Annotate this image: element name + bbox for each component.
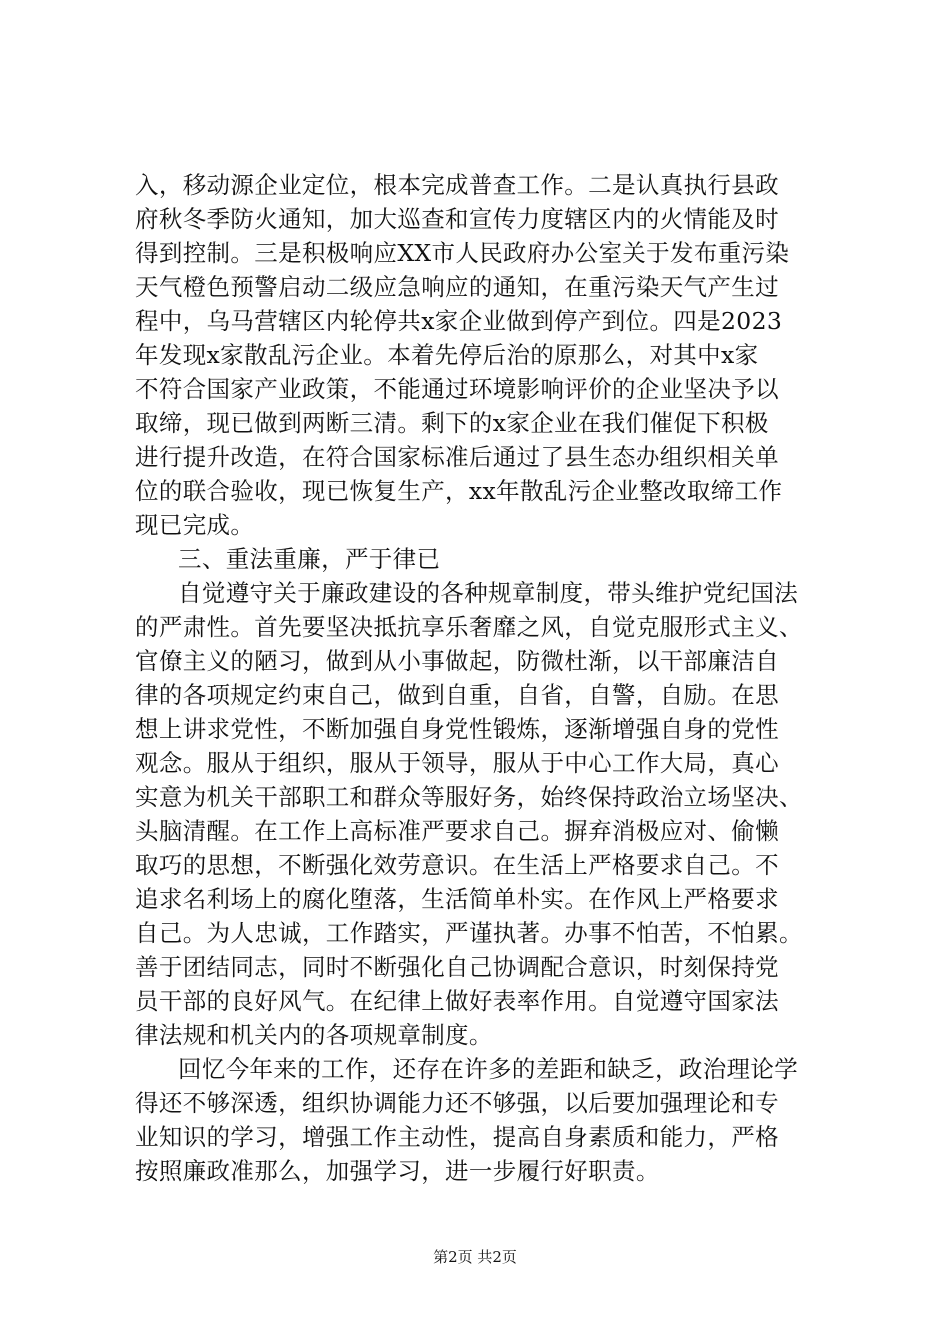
body-line: 程中，乌马营辖区内轮停共x家企业做到停产到位。四是2023 [135, 307, 783, 335]
body-line: 观念。服从于组织，服从于领导，服从于中心工作大局，真心 [135, 749, 779, 777]
body-line: 不符合国家产业政策，不能通过环境影响评价的企业坚决予以 [135, 375, 779, 403]
body-line: 按照廉政准那么，加强学习，进一步履行好职责。 [135, 1157, 660, 1185]
body-line: 取巧的思想，不断强化效劳意识。在生活上严格要求自己。不 [135, 851, 779, 879]
body-line: 实意为机关干部职工和群众等服好务，始终保持政治立场坚决、 [135, 783, 803, 811]
page-number-footer: 第2页 共2页 [433, 1248, 517, 1266]
body-line: 取缔，现已做到两断三清。剩下的x家企业在我们催促下积极 [135, 409, 769, 437]
body-line: 善于团结同志，同时不断强化自己协调配合意识，时刻保持党 [135, 953, 779, 981]
body-line: 的严肃性。首先要坚决抵抗享乐奢靡之风，自觉克服形式主义、 [135, 613, 803, 641]
body-line: 官僚主义的陋习，做到从小事做起，防微杜渐，以干部廉洁自 [135, 647, 779, 675]
body-line: 入，移动源企业定位，根本完成普查工作。二是认真执行县政 [135, 171, 779, 199]
body-line: 年发现x家散乱污企业。本着先停后治的原那么，对其中x家 [135, 341, 759, 369]
body-line: 想上讲求党性，不断加强自身党性锻炼，逐渐增强自身的党性 [135, 715, 779, 743]
body-line: 员干部的良好风气。在纪律上做好表率作用。自觉遵守国家法 [135, 987, 779, 1015]
section-heading: 三、重法重廉，严于律已 [178, 545, 441, 573]
body-line: 天气橙色预警启动二级应急响应的通知，在重污染天气产生过 [135, 273, 779, 301]
paragraph-first-line: 自觉遵守关于廉政建设的各种规章制度，带头维护党纪国法 [178, 579, 799, 607]
body-line: 头脑清醒。在工作上高标准严要求自己。摒弃消极应对、偷懒 [135, 817, 779, 845]
body-line: 律法规和机关内的各项规章制度。 [135, 1021, 493, 1049]
paragraph-first-line: 回忆今年来的工作，还存在许多的差距和缺乏，政治理论学 [178, 1055, 799, 1083]
body-line: 得到控制。三是积极响应XX市人民政府办公室关于发布重污染 [135, 239, 790, 267]
body-line: 得还不够深透，组织协调能力还不够强，以后要加强理论和专 [135, 1089, 779, 1117]
body-line: 自己。为人忠诚，工作踏实，严谨执著。办事不怕苦，不怕累。 [135, 919, 803, 947]
body-line: 现已完成。 [135, 511, 255, 539]
body-line: 府秋冬季防火通知，加大巡查和宣传力度辖区内的火情能及时 [135, 205, 779, 233]
body-line: 位的联合验收，现已恢复生产，xx年散乱污企业整改取缔工作 [135, 477, 783, 505]
body-line: 进行提升改造，在符合国家标准后通过了县生态办组织相关单 [135, 443, 779, 471]
body-line: 追求名利场上的腐化堕落，生活简单朴实。在作风上严格要求 [135, 885, 779, 913]
body-line: 业知识的学习，增强工作主动性，提高自身素质和能力，严格 [135, 1123, 779, 1151]
body-line: 律的各项规定约束自己，做到自重，自省，自警，自励。在思 [135, 681, 779, 709]
